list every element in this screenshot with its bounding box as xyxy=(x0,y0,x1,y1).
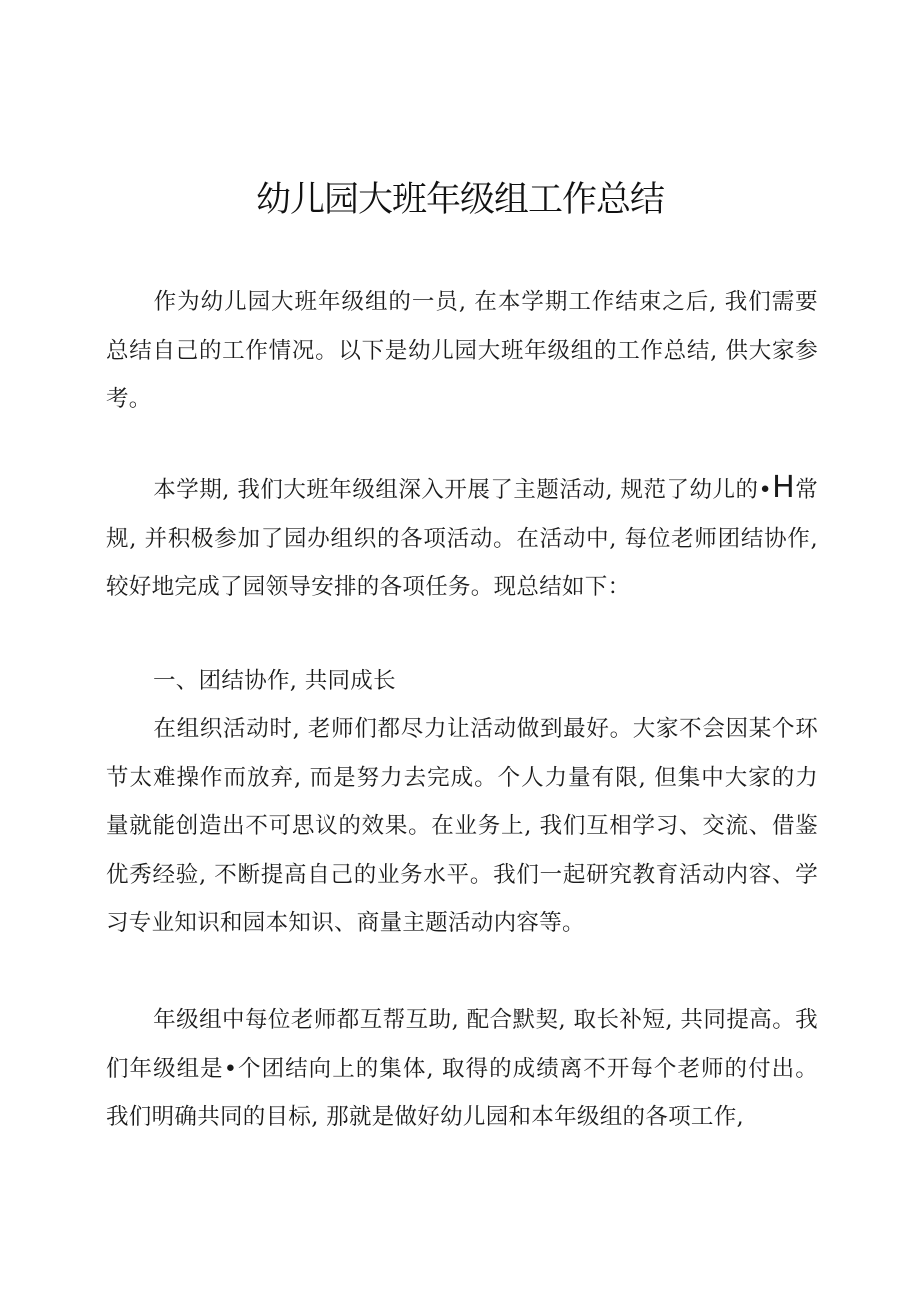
section-heading: 一、团结协作, 共同成长 xyxy=(153,668,396,694)
summary-text-glyph: H xyxy=(772,470,795,505)
section-paragraph-text: 年级组中每位老师都互帮互助, 配合默契, 取长补短, 共同提高。我们年级组是•个团结向上的集体, 取得的成绩离不开每个老师的付出。我们明确共同的目标, 那就是做好幼儿园和本年级组的各项工作, xyxy=(106,1007,818,1130)
summary-text-before: 本学期, 我们大班年级组深入开展了主题活动, 规范了幼儿的• xyxy=(153,477,773,503)
section-paragraph-text: 在组织活动时, 老师们都尽力让活动做到最好。大家不会因某个环节太难操作而放弃, 而是努力去完成。个人力量有限, 但集中大家的力量就能创造出不可思议的效果。在业务上, 我们互相学习、交流、借鉴优秀经验, 不断提高自己的业务水平。我们一起研究教育活动内容、学习专业知识和园本知识、商量主题活动内容等。 xyxy=(106,716,818,936)
document-title: 幼儿园大班年级组工作总结 xyxy=(255,180,664,220)
summary-text-after: 常规, 并积极参加了园办组织的各项活动。在活动中, 每位老师团结协作, 较好地完成了园领导安排的各项任务。现总结如下： xyxy=(106,477,818,600)
intro-text: 作为幼儿园大班年级组的一员, 在本学期工作结束之后, 我们需要总结自己的工作情况。以下是幼儿园大班年级组的工作总结, 供大家参考。 xyxy=(106,289,818,412)
section-paragraph xyxy=(106,996,818,1142)
intro-paragraph xyxy=(106,278,818,424)
summary-paragraph xyxy=(106,464,818,612)
section-paragraph xyxy=(106,705,818,948)
